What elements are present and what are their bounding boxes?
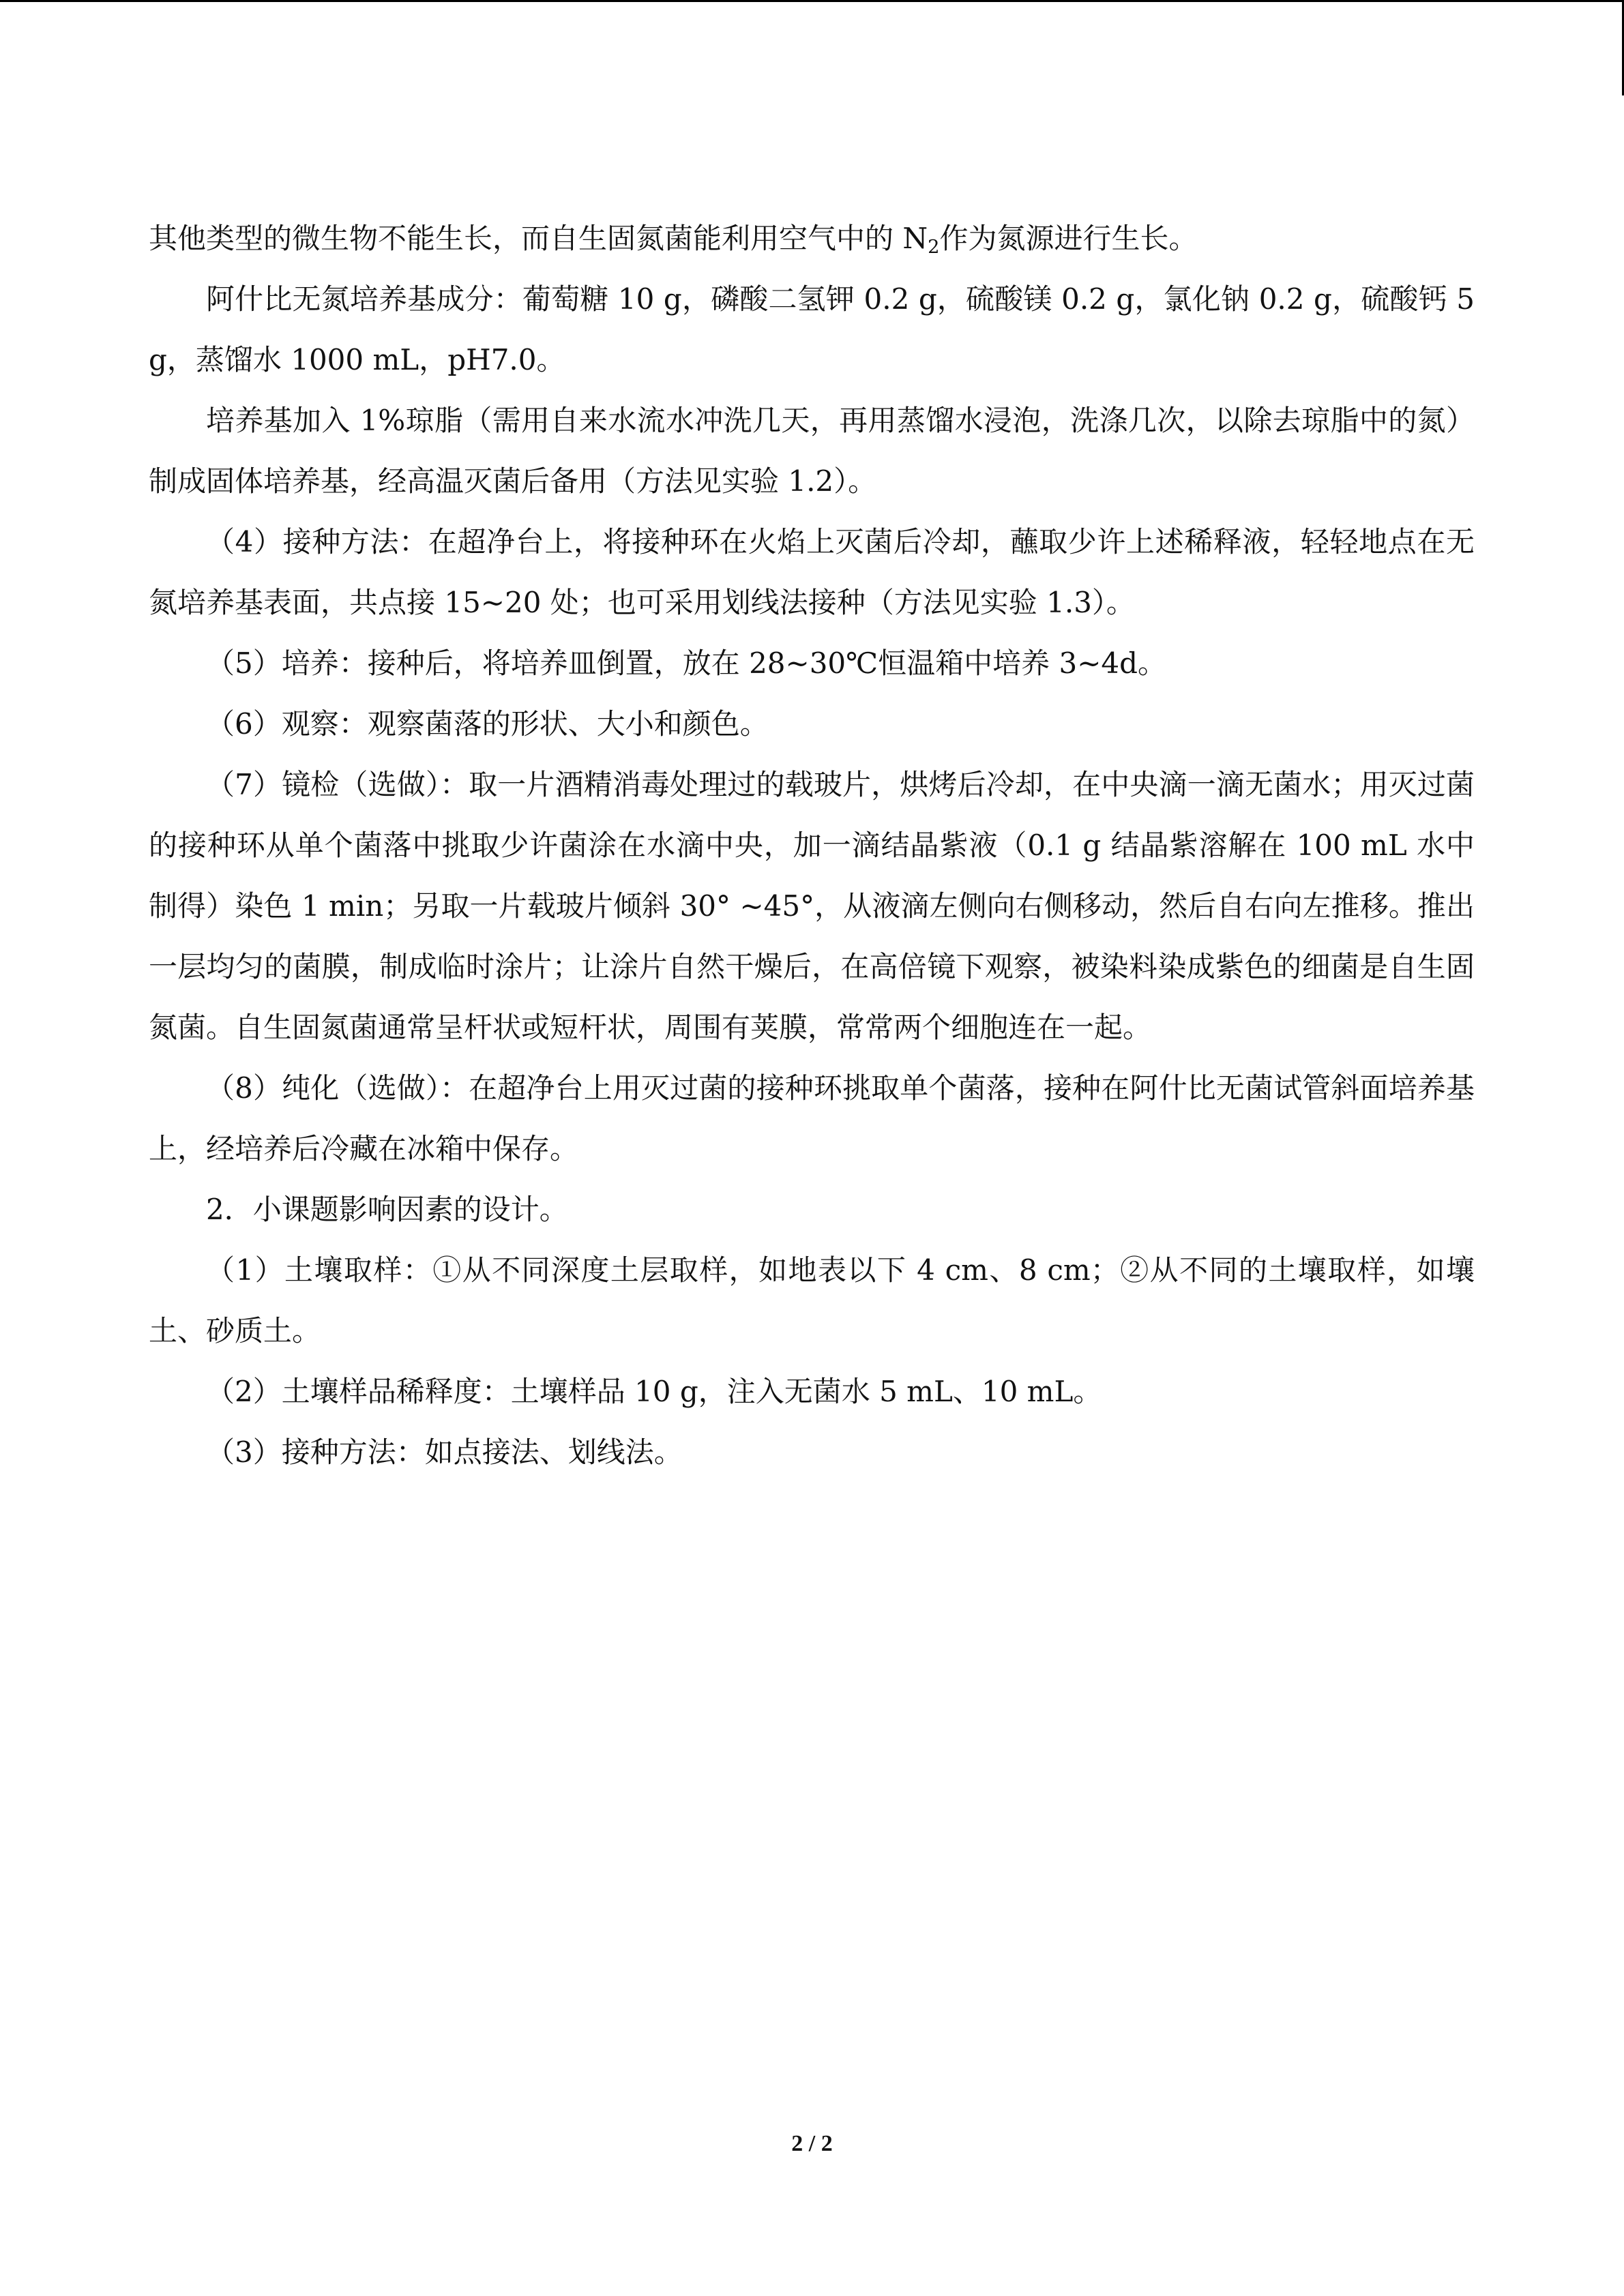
paragraph-step-6-observe: （6）观察：观察菌落的形状、大小和颜色。 — [206, 707, 769, 741]
paragraph-nitrogen-source — [149, 208, 1475, 269]
paragraph-step-7-microscopy: （7）镜检（选做）：取一片酒精消毒处理过的载玻片，烘烤后冷却，在中央滴一滴无菌水；用灭过菌的接种环从单个菌落中挑取少许菌涂在水滴中央，加一滴结晶紫液（0.1 g 结晶紫溶解在 100 mL 水中制得）染色 1 min；另取一片载玻片倾斜 30° ~45°，从液滴左侧向右侧移动，然后自右向左推移。推出一层均匀的菌膜，制成临时涂片；让涂片自然干燥后，在高倍镜下观察，被染料染成紫色的细菌是自生固氮菌。自生固氮菌通常呈杆状或短杆状，周围有荚膜，常常两个细胞连在一起。 — [149, 768, 1475, 1044]
paragraph-medium-composition: 阿什比无氮培养基成分：葡萄糖 10 g，磷酸二氢钾 0.2 g，硫酸镁 0.2 g，氯化钠 0.2 g，硫酸钙 5 g，蒸馏水 1000 mL，pH7.0。 — [149, 282, 1475, 376]
page-top-border — [0, 0, 1624, 2]
paragraph-factor-3-inoculation: （3）接种方法：如点接法、划线法。 — [206, 1435, 683, 1469]
paragraph-section-2-heading: 2．小课题影响因素的设计。 — [206, 1193, 568, 1226]
page-number: 2 / 2 — [791, 2131, 833, 2156]
paragraph-factor-1-sampling: （1）土壤取样：①从不同深度土层取样，如地表以下 4 cm、8 cm；②从不同的土壤取样，如壤土、砂质土。 — [149, 1253, 1475, 1347]
paragraph-step-8-purification: （8）纯化（选做）：在超净台上用灭过菌的接种环挑取单个菌落，接种在阿什比无菌试管斜面培养基上，经培养后冷藏在冰箱中保存。 — [149, 1071, 1475, 1165]
paragraph-text: 其他类型的微生物不能生长，而自生固氮菌能利用空气中的 N — [149, 222, 928, 255]
paragraph-text: 作为氮源进行生长。 — [939, 222, 1198, 255]
paragraph-step-4-inoculation: （4）接种方法：在超净台上，将接种环在火焰上灭菌后冷却，蘸取少许上述稀释液，轻轻地点在无氮培养基表面，共点接 15~20 处；也可采用划线法接种（方法见实验 1.3）。 — [149, 525, 1475, 619]
document-body — [149, 208, 1475, 1482]
paragraph-factor-2-dilution: （2）土壤样品稀释度：土壤样品 10 g，注入无菌水 5 mL、10 mL。 — [206, 1375, 1102, 1408]
subscript: 2 — [928, 236, 940, 258]
paragraph-step-5-culture: （5）培养：接种后，将培养皿倒置，放在 28~30℃恒温箱中培养 3~4d。 — [206, 646, 1167, 680]
paragraph-agar: 培养基加入 1%琼脂（需用自来水流水冲洗几天，再用蒸馏水浸泡，洗涤几次，以除去琼脂中的氮）制成固体培养基，经高温灭菌后备用（方法见实验 1.2）。 — [149, 404, 1475, 498]
